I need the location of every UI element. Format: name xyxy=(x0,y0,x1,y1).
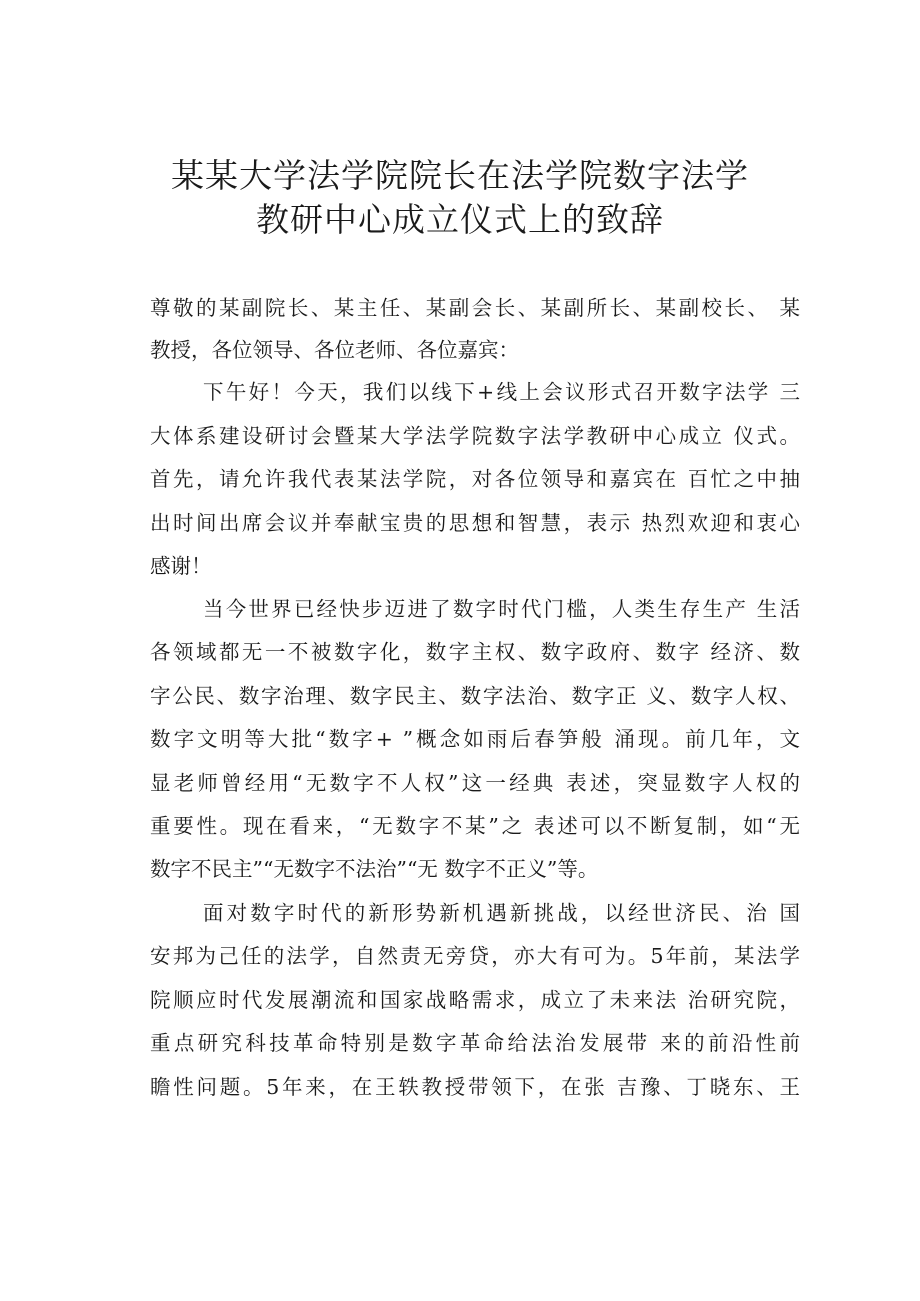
salutation-line-2: 教授，各位领导、各位老师、各位嘉宾： xyxy=(150,338,519,362)
paragraph-1-line-4: 出时间出席会议并奉献宝贵的思想和智慧，表示 热烈欢迎和衷心 xyxy=(150,511,800,535)
paragraph-3-line-1: 面对数字时代的新形势新机遇新挑战，以经世济民、治 国 xyxy=(203,901,800,925)
document-title-line-2: 教研中心成立仪式上的致辞 xyxy=(256,200,664,239)
paragraph-2-line-1: 当今世界已经快步迈进了数字时代门槛，人类生存生产 生活 xyxy=(203,597,800,621)
paragraph-2-line-3: 字公民、数字治理、数字民主、数字法治、数字正 义、数字人权、 xyxy=(150,684,800,708)
paragraph-1-line-5: 感谢！ xyxy=(150,554,212,578)
paragraph-1-line-1: 下午好！今天，我们以线下+线上会议形式召开数字法学 三 xyxy=(203,380,800,404)
paragraph-2-line-4: 数字文明等大批“数字+ ”概念如雨后春笋般 涌现。前几年，文 xyxy=(150,727,800,751)
salutation-line-1: 尊敬的某副院长、某主任、某副会长、某副所长、某副校长、 某 xyxy=(150,296,800,320)
paragraph-2-line-6: 重要性。现在看来，“无数字不某”之 表述可以不断复制，如“无 xyxy=(150,814,800,838)
document-title-line-1: 某某大学法学院院长在法学院数字法学 xyxy=(171,156,749,195)
paragraph-2-line-7: 数字不民主”“无数字不法治”“无 数字不正义”等。 xyxy=(150,857,599,881)
paragraph-3-line-5: 瞻性问题。5年来，在王轶教授带领下，在张 吉豫、丁晓东、王 xyxy=(150,1075,800,1099)
paragraph-3-line-2: 安邦为己任的法学，自然责无旁贷，亦大有可为。5年前，某法学 xyxy=(150,944,800,968)
paragraph-2-line-5: 显老师曾经用“无数字不人权”这一经典 表述，突显数字人权的 xyxy=(150,771,800,795)
paragraph-3-line-3: 院顺应时代发展潮流和国家战略需求，成立了未来法 治研究院， xyxy=(150,988,800,1012)
paragraph-3-line-4: 重点研究科技革命特别是数字革命给法治发展带 来的前沿性前 xyxy=(150,1031,800,1055)
paragraph-2-line-2: 各领域都无一不被数字化，数字主权、数字政府、数字 经济、数 xyxy=(150,640,800,664)
paragraph-1-line-2: 大体系建设研讨会暨某大学法学院数字法学教研中心成立 仪式。 xyxy=(150,424,800,448)
paragraph-1-line-3: 首先，请允许我代表某法学院，对各位领导和嘉宾在 百忙之中抽 xyxy=(150,467,800,491)
